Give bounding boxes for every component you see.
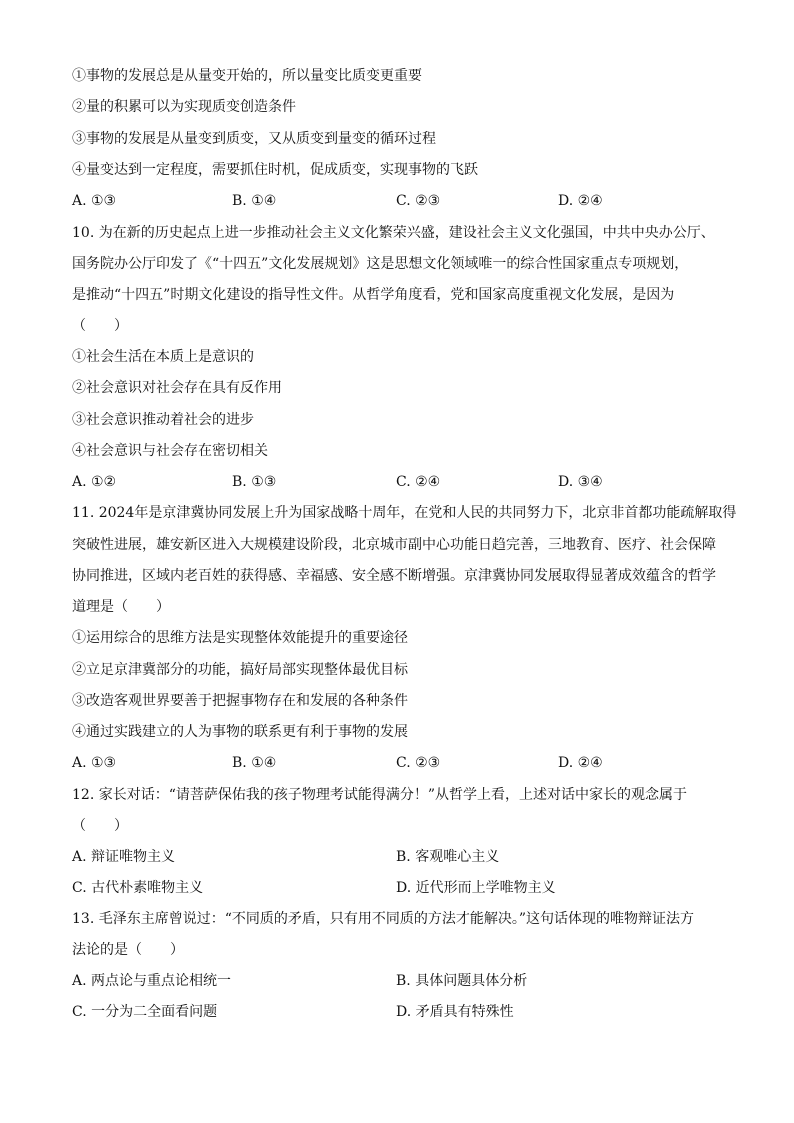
q12-answer-blank: （ ） — [72, 818, 128, 834]
q11-stem-line-4: 道理是（ ） — [72, 599, 170, 615]
q10-statement-1: ①社会生活在本质上是意识的 — [72, 349, 254, 365]
q9-option-d: D. ②④ — [558, 193, 603, 209]
q11-statement-2: ②立足京津冀部分的功能，搞好局部实现整体最优目标 — [72, 662, 408, 678]
q11-stem-line-1: 11. 2024年是京津冀协同发展上升为国家战略十周年，在党和人民的共同努力下，北京非首都功能疏解取得 — [72, 505, 737, 521]
q13-stem-line-2: 法论的是（ ） — [72, 942, 184, 958]
q11-option-a: A. ①③ — [72, 755, 117, 771]
q9-statement-1: ①事物的发展总是从量变开始的，所以量变比质变更重要 — [72, 68, 422, 84]
q11-option-c: C. ②③ — [396, 755, 441, 771]
q10-option-d: D. ③④ — [558, 474, 603, 490]
q9-statement-2: ②量的积累可以为实现质变创造条件 — [72, 99, 296, 115]
q13-stem-line-1: 13. 毛泽东主席曾说过：“不同质的矛盾，只有用不同质的方法才能解决。”这句话体现的唯物辩证法方 — [72, 911, 695, 927]
q12-option-b: B. 客观唯心主义 — [396, 849, 500, 865]
q11-stem-line-3: 协同推进，区域内老百姓的获得感、幸福感、安全感不断增强。京津冀协同发展取得显著成效蕴含的哲学 — [72, 568, 716, 584]
q13-option-a: A. 两点论与重点论相统一 — [72, 973, 232, 989]
q10-option-a: A. ①② — [72, 474, 117, 490]
q10-statement-2: ②社会意识对社会存在具有反作用 — [72, 380, 282, 396]
q10-stem-line-2: 国务院办公厅印发了《“十四五”文化发展规划》这是思想文化领域唯一的综合性国家重点专项规划， — [72, 256, 689, 272]
q11-stem-line-2: 突破性进展，雄安新区进入大规模建设阶段，北京城市副中心功能日趋完善，三地教育、医疗、社会保障 — [72, 537, 716, 553]
q11-option-b: B. ①④ — [232, 755, 277, 771]
q12-stem-line-1: 12. 家长对话：“请菩萨保佑我的孩子物理考试能得满分！”从哲学上看，上述对话中家长的观念属于 — [72, 787, 688, 803]
q11-statement-4: ④通过实践建立的人为事物的联系更有利于事物的发展 — [72, 724, 408, 740]
q13-option-b: B. 具体问题具体分析 — [396, 973, 528, 989]
q11-statement-3: ③改造客观世界要善于把握事物存在和发展的各种条件 — [72, 693, 408, 709]
q10-answer-blank: （ ） — [72, 318, 128, 334]
q9-option-c: C. ②③ — [396, 193, 441, 209]
q13-option-c: C. 一分为二全面看问题 — [72, 1004, 218, 1020]
q11-option-d: D. ②④ — [558, 755, 603, 771]
q11-statement-1: ①运用综合的思维方法是实现整体效能提升的重要途径 — [72, 630, 408, 646]
q10-stem-line-1: 10. 为在新的历史起点上进一步推动社会主义文化繁荣兴盛，建设社会主义文化强国，中共中央办公厅、 — [72, 225, 715, 241]
q9-option-a: A. ①③ — [72, 193, 117, 209]
q12-option-a: A. 辩证唯物主义 — [72, 849, 176, 865]
q12-option-d: D. 近代形而上学唯物主义 — [396, 880, 556, 896]
q12-option-c: C. 古代朴素唯物主义 — [72, 880, 204, 896]
q10-statement-4: ④社会意识与社会存在密切相关 — [72, 443, 268, 459]
q9-statement-3: ③事物的发展是从量变到质变，又从质变到量变的循环过程 — [72, 131, 436, 147]
q13-option-d: D. 矛盾具有特殊性 — [396, 1004, 514, 1020]
q9-option-b: B. ①④ — [232, 193, 277, 209]
q10-option-c: C. ②④ — [396, 474, 441, 490]
q10-stem-line-3: 是推动“十四五”时期文化建设的指导性文件。从哲学角度看，党和国家高度重视文化发展，是因为 — [72, 287, 675, 303]
q10-option-b: B. ①③ — [232, 474, 277, 490]
q9-statement-4: ④量变达到一定程度，需要抓住时机，促成质变，实现事物的飞跃 — [72, 162, 478, 178]
q10-statement-3: ③社会意识推动着社会的进步 — [72, 412, 254, 428]
